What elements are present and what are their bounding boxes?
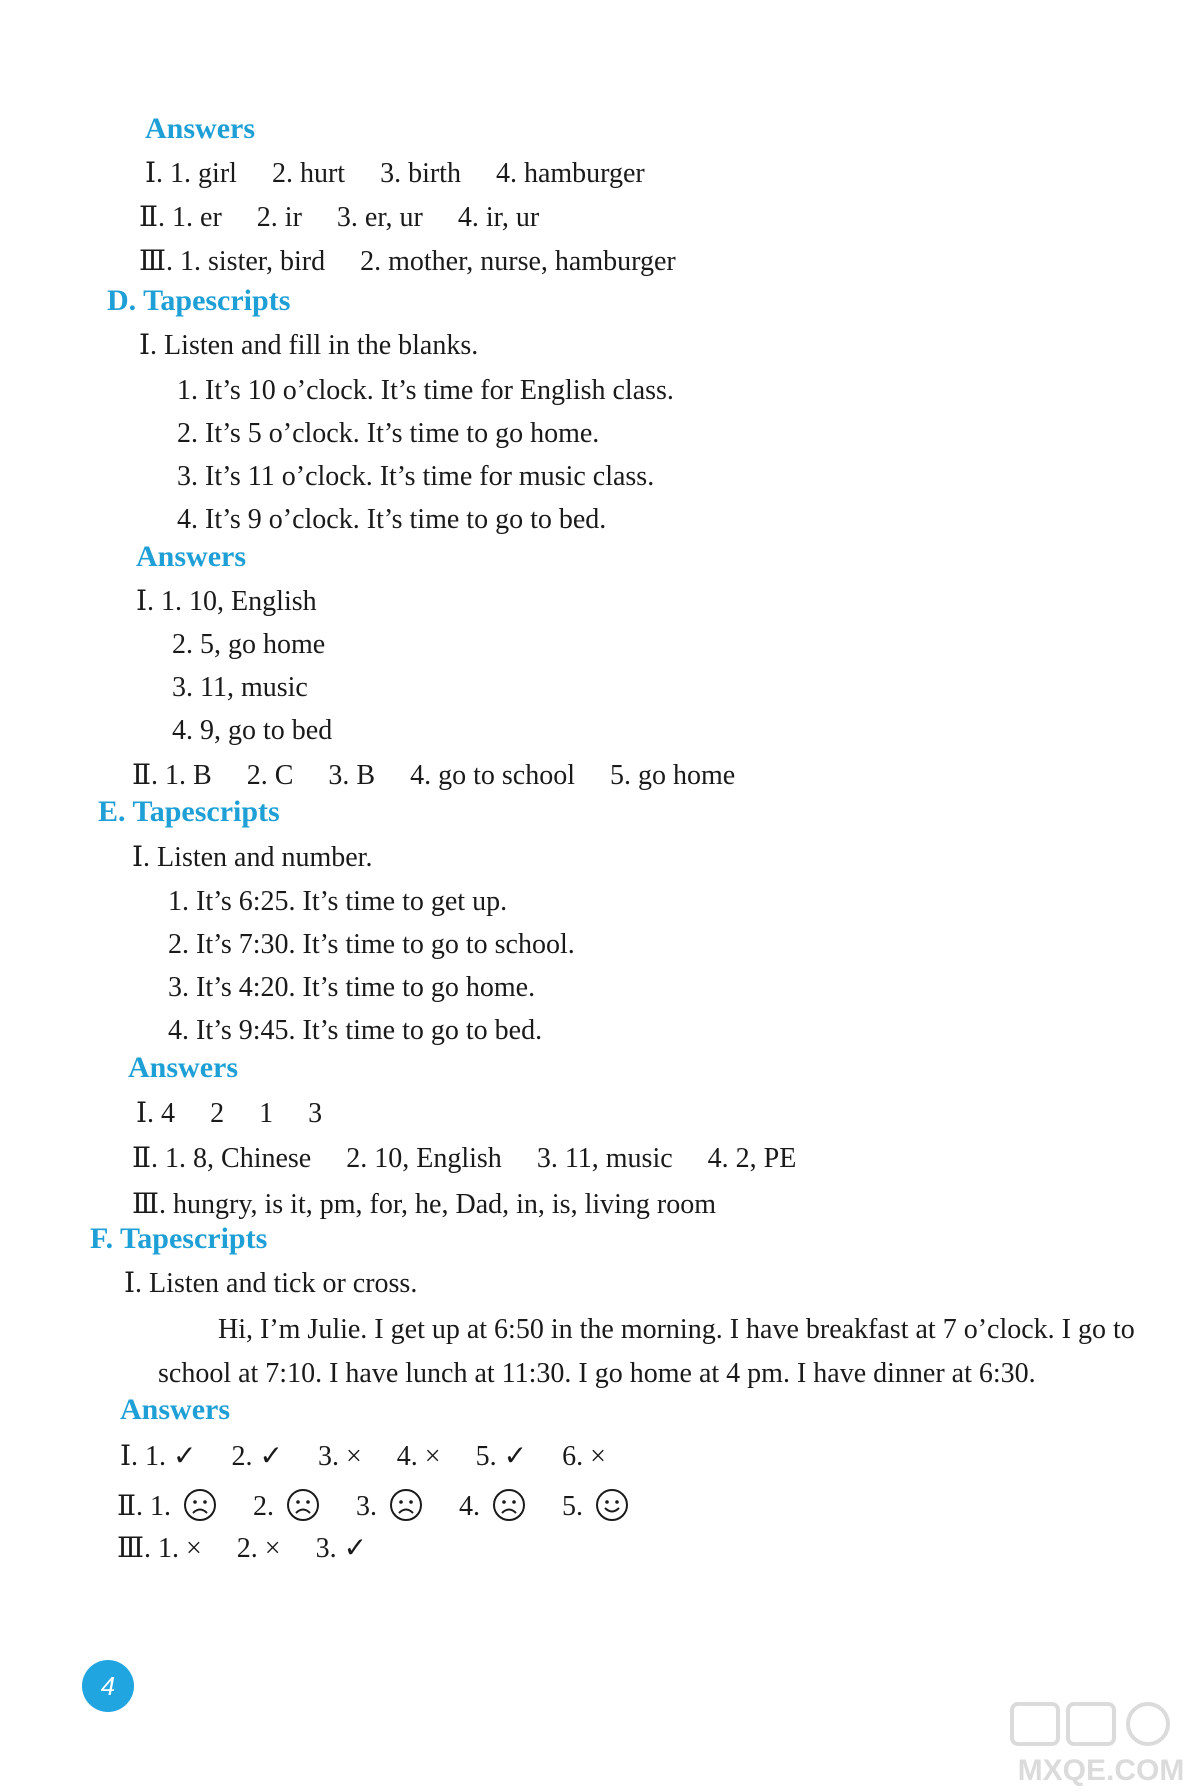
answer-item: 6. × bbox=[562, 1441, 606, 1472]
happy-face-icon bbox=[594, 1487, 630, 1523]
answer-item: Ⅰ. 1. ✓ bbox=[120, 1441, 197, 1472]
answer-item: 3. birth bbox=[380, 158, 461, 189]
answer-item: 2. mother, nurse, hamburger bbox=[360, 246, 676, 277]
answer-line: Ⅲ. hungry, is it, pm, for, he, Dad, in, is, living room bbox=[132, 1189, 717, 1220]
tapescripts-heading-d: D. Tapescripts bbox=[107, 284, 291, 317]
answer-line bbox=[117, 1532, 367, 1566]
sad-face-icon bbox=[491, 1487, 527, 1523]
script-line: 1. It’s 10 o’clock. It’s time for English class. bbox=[177, 375, 674, 406]
answer-item: 2. 10, English bbox=[346, 1143, 502, 1174]
answer-item: 5. go home bbox=[609, 760, 736, 791]
answer-line bbox=[120, 1440, 606, 1474]
script-line: 2. It’s 5 o’clock. It’s time to go home. bbox=[177, 418, 600, 449]
answer-item: Ⅰ. 1. girl bbox=[145, 158, 237, 189]
answer-item: 2. ✓ bbox=[231, 1441, 283, 1472]
answer-item: 3 bbox=[308, 1098, 323, 1129]
task-instruction: Ⅰ. Listen and number. bbox=[132, 842, 373, 873]
answer-item: 2. ir bbox=[256, 202, 302, 233]
answer-item: 4. ir, ur bbox=[457, 202, 540, 233]
script-line: 3. It’s 4:20. It’s time to go home. bbox=[168, 972, 536, 1003]
passage-line: school at 7:10. I have lunch at 11:30. I go home at 4 pm. I have dinner at 6:30. bbox=[158, 1358, 1036, 1389]
answer-item: Ⅱ. 1. er bbox=[139, 202, 222, 233]
answer-item: 4. go to school bbox=[410, 760, 575, 791]
task-instruction: Ⅰ. Listen and tick or cross. bbox=[124, 1268, 418, 1299]
answer-item: 1 bbox=[259, 1098, 274, 1129]
answer-line: 3. 11, music bbox=[172, 672, 308, 703]
answer-item: 3. × bbox=[318, 1441, 362, 1472]
answer-line bbox=[139, 245, 676, 279]
sad-face-icon bbox=[388, 1487, 424, 1523]
answer-line: 4. 9, go to bed bbox=[172, 715, 333, 746]
answer-item: 3. er, ur bbox=[336, 202, 423, 233]
answer-line: 2. 5, go home bbox=[172, 629, 326, 660]
answers-heading-d: Answers bbox=[136, 540, 246, 573]
tapescripts-heading-e: E. Tapescripts bbox=[98, 795, 280, 828]
answer-item: Ⅲ. 1. × bbox=[117, 1533, 202, 1564]
answer-item: 4. bbox=[459, 1491, 481, 1522]
answer-item: 2. hurt bbox=[271, 158, 346, 189]
watermark-logo bbox=[1006, 1700, 1196, 1786]
sad-face-icon bbox=[285, 1487, 321, 1523]
script-line: 4. It’s 9:45. It’s time to go to bed. bbox=[168, 1015, 543, 1046]
answer-item: Ⅲ. 1. sister, bird bbox=[139, 246, 326, 277]
answer-item: Ⅰ. 4 bbox=[136, 1098, 176, 1129]
page-number-badge: 4 bbox=[82, 1660, 134, 1712]
svg-text:MXQE.COM: MXQE.COM bbox=[1017, 1754, 1185, 1786]
answer-line bbox=[145, 157, 645, 191]
answer-item: 4. hamburger bbox=[495, 158, 645, 189]
tapescripts-heading-f: F. Tapescripts bbox=[90, 1222, 268, 1255]
answer-item: 3. ✓ bbox=[315, 1533, 368, 1564]
script-line: 1. It’s 6:25. It’s time to get up. bbox=[168, 886, 508, 917]
answer-item: Ⅱ. 1. 8, Chinese bbox=[132, 1143, 312, 1174]
answer-line bbox=[132, 1142, 796, 1176]
answer-line bbox=[136, 1097, 322, 1131]
answer-item: 5. ✓ bbox=[475, 1441, 528, 1472]
script-line: 2. It’s 7:30. It’s time to go to school. bbox=[168, 929, 575, 960]
answer-item: 4. 2, PE bbox=[707, 1143, 797, 1174]
answers-heading-e: Answers bbox=[128, 1051, 238, 1084]
answer-line bbox=[139, 201, 539, 235]
answer-line: Ⅰ. 1. 10, English bbox=[136, 586, 317, 617]
answer-item: 2. C bbox=[246, 760, 294, 791]
script-line: 3. It’s 11 o’clock. It’s time for music class. bbox=[177, 461, 655, 492]
answers-heading-c: Answers bbox=[145, 112, 255, 145]
answer-item: 2. × bbox=[236, 1533, 281, 1564]
answer-item: 2. bbox=[253, 1491, 275, 1522]
sad-face-icon bbox=[182, 1487, 218, 1523]
answers-heading-f: Answers bbox=[120, 1393, 230, 1426]
passage-line: Hi, I’m Julie. I get up at 6:50 in the morning. I have breakfast at 7 o’clock. I go to bbox=[218, 1314, 1135, 1345]
answer-item: 5. bbox=[562, 1491, 584, 1522]
answer-item: 4. × bbox=[396, 1441, 441, 1472]
task-instruction: Ⅰ. Listen and fill in the blanks. bbox=[139, 330, 479, 361]
answer-item: 3. 11, music bbox=[536, 1143, 673, 1174]
answer-line bbox=[132, 759, 735, 793]
answer-item: Ⅱ. 1. B bbox=[132, 760, 212, 791]
answer-line bbox=[117, 1487, 630, 1524]
script-line: 4. It’s 9 o’clock. It’s time to go to bed. bbox=[177, 504, 607, 535]
answer-item: 2 bbox=[210, 1098, 225, 1129]
answer-item: 3. B bbox=[328, 760, 376, 791]
answer-item: 3. bbox=[356, 1491, 378, 1522]
answer-item: Ⅱ. 1. bbox=[117, 1491, 172, 1522]
